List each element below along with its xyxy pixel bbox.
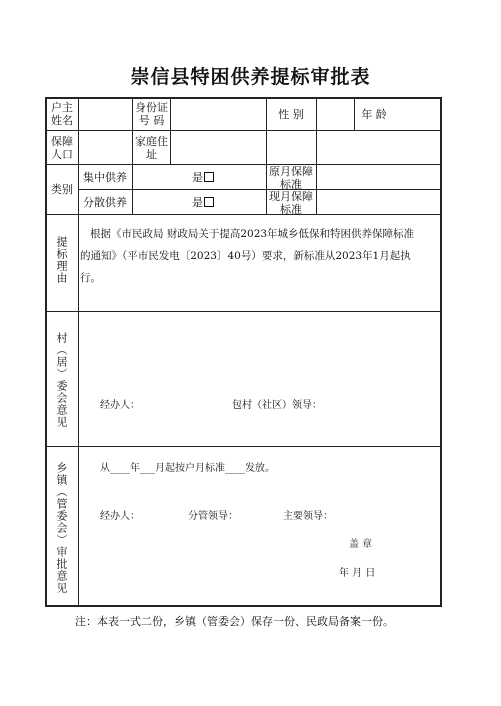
dependents-label-line1: 保障	[51, 135, 73, 148]
gender-label: 性 别	[278, 108, 304, 121]
householder-label-line1: 户主	[51, 101, 73, 114]
new-standard-label	[266, 190, 316, 216]
village-cadre-label: 包村（社区）领导：	[232, 400, 322, 411]
row-divider	[46, 130, 440, 131]
seal-label: 盖 章	[349, 539, 373, 550]
row-divider	[46, 311, 440, 312]
id-number-label-line2: 号 码	[138, 114, 165, 127]
row-divider	[46, 164, 440, 165]
table-border-top	[45, 97, 442, 99]
col-divider	[170, 98, 171, 165]
concentrated-support-label: 集中供养	[83, 171, 127, 184]
row-divider	[46, 446, 440, 447]
dispersed-yes-checkbox[interactable]	[192, 196, 214, 209]
date-label: 年 月 日	[339, 568, 376, 579]
township-opinion-label: 乡镇（管委会）审批意见	[55, 462, 68, 594]
new-standard-line2: 标准	[280, 203, 302, 216]
reason-text-line3: 行。	[80, 272, 101, 284]
table-border-right	[440, 97, 442, 607]
table-border-bottom	[45, 605, 442, 607]
old-standard-label	[266, 165, 316, 191]
township-handler-label: 经办人：	[100, 511, 140, 522]
dispersed-support-label: 分散供养	[83, 196, 127, 209]
table-border-left	[45, 97, 47, 607]
category-label: 类别	[51, 183, 73, 196]
age-label: 年 龄	[361, 108, 387, 121]
concentrated-yes-label: 是	[192, 171, 203, 184]
reason-text-line2: 的通知》（平市民发电〔2023〕40号）要求，新标准从2023年1月起执	[80, 250, 411, 262]
dependents-label	[46, 135, 78, 161]
in-charge-leader-label: 分管领导：	[188, 511, 238, 522]
concentrated-yes-checkbox[interactable]	[192, 171, 214, 184]
row-divider	[46, 214, 440, 215]
reason-text-line1: 根据《市民政局 财政局关于提高2023年城乡低保和特困供养保障标准	[90, 228, 415, 240]
dependents-label-line2: 人口	[51, 148, 73, 161]
col-divider	[316, 98, 317, 215]
old-standard-line1: 原月保障	[269, 165, 313, 178]
new-standard-line1: 现月保障	[269, 190, 313, 203]
village-handler-label: 经办人：	[100, 400, 140, 411]
householder-label	[46, 101, 78, 127]
householder-label-line2: 姓名	[51, 114, 73, 127]
old-standard-line2: 标准	[280, 178, 302, 191]
address-label-line1: 家庭住	[135, 135, 168, 148]
dispersed-yes-label: 是	[192, 196, 203, 209]
main-leader-label: 主要领导：	[283, 511, 333, 522]
checkbox-box	[204, 172, 214, 182]
checkbox-box	[204, 197, 214, 207]
address-label-line2: 址	[146, 148, 157, 161]
id-number-label	[133, 101, 170, 127]
issuance-start-text: 从____年___月起按户月标准____发放。	[100, 463, 275, 474]
page-title: 崇信县特困供养提标审批表	[130, 66, 371, 88]
footer-note: 注：本表一式二份，乡镇（管委会）保存一份、民政局备案一份。	[75, 615, 394, 628]
reason-label: 提标理由	[55, 236, 68, 284]
address-label	[133, 135, 170, 161]
id-number-label-line1: 身份证	[135, 101, 168, 114]
village-opinion-label: 村（居）委会意见	[55, 332, 68, 428]
